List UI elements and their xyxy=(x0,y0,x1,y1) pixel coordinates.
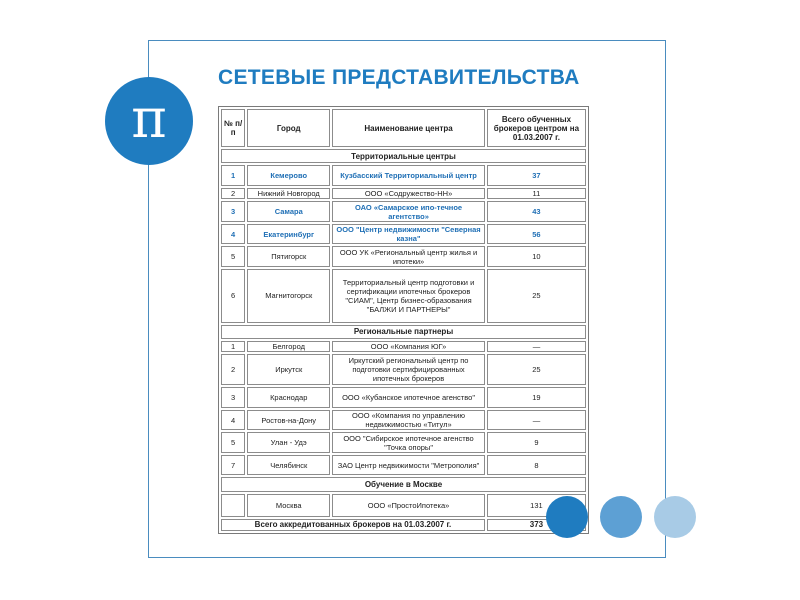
table-row xyxy=(221,432,586,453)
cell-num: 5 xyxy=(221,246,245,267)
cell-num xyxy=(221,494,245,517)
section-label: Региональные партнеры xyxy=(221,325,586,339)
table-row xyxy=(221,410,586,431)
table-row xyxy=(221,455,586,476)
cell-brokers: 11 xyxy=(487,188,586,199)
cell-num: 2 xyxy=(221,188,245,199)
dot-dark xyxy=(546,496,588,538)
cell-num: 3 xyxy=(221,201,245,222)
slide-title: СЕТЕВЫЕ ПРЕДСТАВИТЕЛЬСТВА xyxy=(218,66,580,89)
cell-city: Ростов-на-Дону xyxy=(247,410,330,431)
cell-num: 5 xyxy=(221,432,245,453)
cell-city: Улан - Удэ xyxy=(247,432,330,453)
cell-brokers: 25 xyxy=(487,269,586,323)
representations-table xyxy=(219,107,588,533)
table-row xyxy=(221,341,586,352)
cell-brokers: 9 xyxy=(487,432,586,453)
cell-center: ООО «Содружество-НН» xyxy=(332,188,485,199)
cell-num: 4 xyxy=(221,410,245,431)
table-row xyxy=(221,354,586,385)
table-row xyxy=(221,201,586,222)
cell-center: ООО "Сибирское ипотечное агенство "Точка опоры" xyxy=(332,432,485,453)
section-row-regional xyxy=(221,325,586,339)
table-row xyxy=(221,224,586,245)
table-row xyxy=(221,246,586,267)
cell-city: Магнитогорск xyxy=(247,269,330,323)
cell-brokers: — xyxy=(487,341,586,352)
table-row xyxy=(221,188,586,199)
header-center: Наименование центра xyxy=(332,109,485,147)
table-row xyxy=(221,494,586,517)
cell-city: Белгород xyxy=(247,341,330,352)
cell-num: 3 xyxy=(221,387,245,408)
cell-center: ООО "Центр недвижимости "Северная казна" xyxy=(332,224,485,245)
cell-num: 1 xyxy=(221,165,245,186)
cell-brokers: 131 xyxy=(487,494,586,517)
cell-city: Москва xyxy=(247,494,330,517)
table-row xyxy=(221,387,586,408)
representations-table-container xyxy=(218,106,589,534)
cell-center: Кузбасский Территориальный центр xyxy=(332,165,485,186)
cell-city: Самара xyxy=(247,201,330,222)
cell-num: 6 xyxy=(221,269,245,323)
pi-logo: π xyxy=(105,77,193,165)
table-row xyxy=(221,269,586,323)
cell-brokers: 8 xyxy=(487,455,586,476)
total-label: Всего аккредитованных брокеров на 01.03.2007 г. xyxy=(221,519,485,532)
header-brokers: Всего обученных брокеров центром на 01.03.2007 г. xyxy=(487,109,586,147)
section-label: Территориальные центры xyxy=(221,149,586,163)
section-row-moscow xyxy=(221,477,586,491)
header-city: Город xyxy=(247,109,330,147)
cell-city: Челябинск xyxy=(247,455,330,476)
cell-brokers: 43 xyxy=(487,201,586,222)
section-row-territorial xyxy=(221,149,586,163)
cell-brokers: 10 xyxy=(487,246,586,267)
total-value: 373 xyxy=(487,519,586,532)
table-row xyxy=(221,165,586,186)
section-label: Обучение в Москве xyxy=(221,477,586,491)
cell-brokers: 56 xyxy=(487,224,586,245)
cell-num: 2 xyxy=(221,354,245,385)
cell-city: Нижний Новгород xyxy=(247,188,330,199)
cell-num: 7 xyxy=(221,455,245,476)
cell-center: ООО «ПростоИпотека» xyxy=(332,494,485,517)
cell-city: Краснодар xyxy=(247,387,330,408)
dot-medium xyxy=(600,496,642,538)
cell-center: ООО «Компания ЮГ» xyxy=(332,341,485,352)
table-header-row xyxy=(221,109,586,147)
cell-brokers: 19 xyxy=(487,387,586,408)
total-row xyxy=(221,519,586,532)
cell-center: Территориальный центр подготовки и сертификации ипотечных брокеров "СИАМ", Центр бизнес-образования "БАЛЖИ И ПАРТНЕРЫ" xyxy=(332,269,485,323)
cell-center: ООО УК «Региональный центр жилья и ипотеки» xyxy=(332,246,485,267)
cell-city: Кемерово xyxy=(247,165,330,186)
cell-city: Пятигорск xyxy=(247,246,330,267)
cell-city: Иркутск xyxy=(247,354,330,385)
cell-num: 1 xyxy=(221,341,245,352)
cell-center: ЗАО Центр недвижимости "Метрополия" xyxy=(332,455,485,476)
cell-city: Екатеринбург xyxy=(247,224,330,245)
cell-num: 4 xyxy=(221,224,245,245)
cell-center: Иркутский региональный центр по подготовки сертифицированных ипотечных брокеров xyxy=(332,354,485,385)
header-num: № п/п xyxy=(221,109,245,147)
cell-center: ООО «Кубанское ипотечное агенство" xyxy=(332,387,485,408)
cell-brokers: — xyxy=(487,410,586,431)
cell-center: ОАО «Самарское ипо-течное агентство» xyxy=(332,201,485,222)
dot-light xyxy=(654,496,696,538)
cell-brokers: 37 xyxy=(487,165,586,186)
cell-brokers: 25 xyxy=(487,354,586,385)
cell-center: ООО «Компания по управлению недвижимостью «Титул» xyxy=(332,410,485,431)
